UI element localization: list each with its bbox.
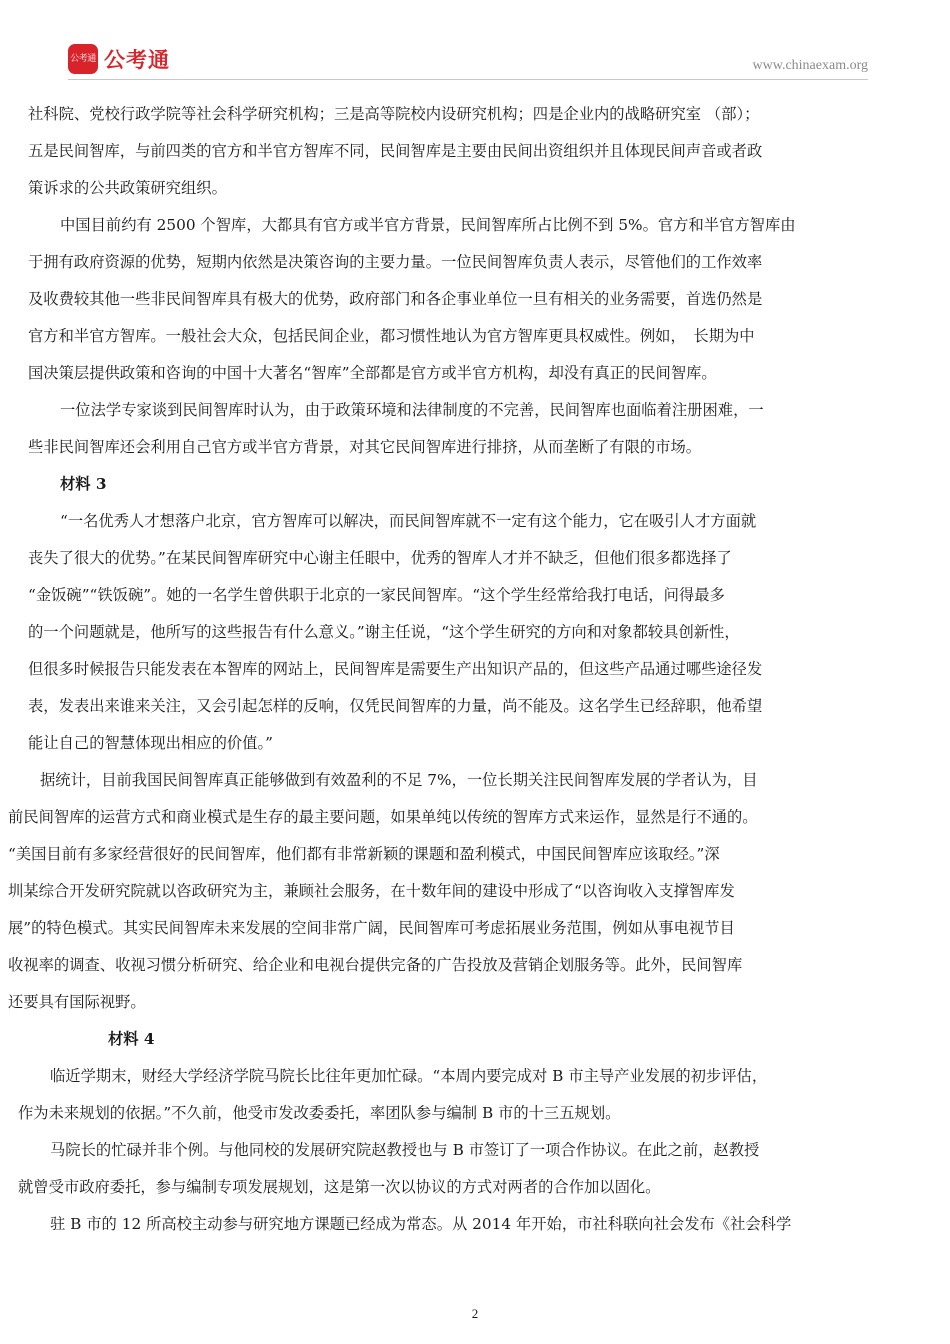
- text-line: 作为未来规划的依据。”不久前，他受市发改委委托，率团队参与编制 B 市的十三五规划。: [18, 1104, 621, 1122]
- text-line: 些非民间智库还会利用自己官方或半官方背景，对其它民间智库进行排挤，从而垄断了有限的市场。: [28, 438, 702, 456]
- text-line: 临近学期末，财经大学经济学院马院长比往年更加忙碌。“本周内要完成对 B 市主导产业发展的初步评估，: [50, 1067, 768, 1085]
- text-line: 一位法学专家谈到民间智库时认为，由于政策环境和法律制度的不完善，民间智库也面临着注册困难，一: [60, 401, 764, 419]
- text-line: 马院长的忙碌并非个例。与他同校的发展研究院赵教授也与 B 市签订了一项合作协议。在此之前，赵教授: [50, 1141, 760, 1159]
- text-line: “金饭碗”“铁饭碗”。她的一名学生曾供职于北京的一家民间智库。“这个学生经常给我打电话，问得最多: [28, 586, 725, 604]
- text-line: 社科院、党校行政学院等社会科学研究机构；三是高等院校内设研究机构；四是企业内的战略研究室 （部）；: [28, 105, 760, 123]
- text-line: 据统计，目前我国民间智库真正能够做到有效盈利的不足 7%，一位长期关注民间智库发展的学者认为，目: [40, 771, 758, 789]
- section-heading-material-4: 材料 4: [108, 1030, 155, 1048]
- logo: [68, 44, 170, 74]
- text-line: 还要具有国际视野。: [8, 993, 146, 1011]
- page-number: 2: [471, 1306, 479, 1321]
- text-line: 五是民间智库，与前四类的官方和半官方智库不同，民间智库是主要由民间出资组织并且体现民间声音或者政: [28, 142, 763, 160]
- text-line: 于拥有政府资源的优势，短期内依然是决策咨询的主要力量。一位民间智库负责人表示，尽管他们的工作效率: [28, 253, 763, 271]
- text-line: 国决策层提供政策和咨询的中国十大著名“智库”全部都是官方或半官方机构，却没有真正的民间智库。: [28, 364, 717, 382]
- text-line: “美国目前有多家经营很好的民间智库，他们都有非常新颖的课题和盈利模式，中国民间智库应该取经。”深: [8, 845, 720, 863]
- text-line: 策诉求的公共政策研究组织。: [28, 179, 227, 197]
- header-divider: [68, 79, 868, 80]
- text-line: 官方和半官方智库。一般社会大众，包括民间企业，都习惯性地认为官方智库更具权威性。例如， 长期为中: [28, 327, 755, 345]
- text-line: 中国目前约有 2500 个智库，大都具有官方或半官方背景，民间智库所占比例不到 5%。官方和半官方智库由: [60, 216, 796, 234]
- text-line: 能让自己的智慧体现出相应的价值。”: [28, 734, 273, 752]
- logo-text: 公考通: [104, 48, 170, 72]
- text-line: 表，发表出来谁来关注，又会引起怎样的反响，仅凭民间智库的力量，尚不能及。这名学生已经辞职，他希望: [28, 697, 763, 715]
- text-line: 展”的特色模式。其实民间智库未来发展的空间非常广阔，民间智库可考虑拓展业务范围，例如从事电视节目: [8, 919, 735, 937]
- text-line: 的一个问题就是，他所写的这些报告有什么意义。”谢主任说，“这个学生研究的方向和对象都较具创新性，: [28, 623, 740, 641]
- document-body: [0, 96, 950, 1243]
- logo-badge: 公考通: [68, 44, 98, 74]
- page-header: [0, 0, 950, 86]
- section-heading-material-3: 材料 3: [60, 475, 107, 493]
- text-line: 但很多时候报告只能发表在本智库的网站上，民间智库是需要生产出知识产品的，但这些产品通过哪些途径发: [28, 660, 763, 678]
- text-line: 圳某综合开发研究院就以咨政研究为主，兼顾社会服务，在十数年间的建设中形成了“以咨询收入支撑智库发: [8, 882, 735, 900]
- text-line: “一名优秀人才想落户北京，官方智库可以解决，而民间智库就不一定有这个能力，它在吸引人才方面就: [60, 512, 757, 530]
- text-line: 收视率的调查、收视习惯分析研究、给企业和电视台提供完备的广告投放及营销企划服务等。此外，民间智库: [8, 956, 743, 974]
- site-url[interactable]: www.chinaexam.org: [752, 58, 868, 73]
- text-line: 丧失了很大的优势。”在某民间智库研究中心谢主任眼中，优秀的智库人才并不缺乏，但他们很多都选择了: [28, 549, 732, 567]
- text-line: 驻 B 市的 12 所高校主动参与研究地方课题已经成为常态。从 2014 年开始，市社科联向社会发布《社会科学: [50, 1215, 792, 1233]
- text-line: 前民间智库的运营方式和商业模式是生存的最主要问题，如果单纯以传统的智库方式来运作，显然是行不通的。: [8, 808, 758, 826]
- text-line: 就曾受市政府委托，参与编制专项发展规划，这是第一次以协议的方式对两者的合作加以固化。: [18, 1178, 661, 1196]
- text-line: 及收费较其他一些非民间智库具有极大的优势，政府部门和各企事业单位一旦有相关的业务需要，首选仍然是: [28, 290, 763, 308]
